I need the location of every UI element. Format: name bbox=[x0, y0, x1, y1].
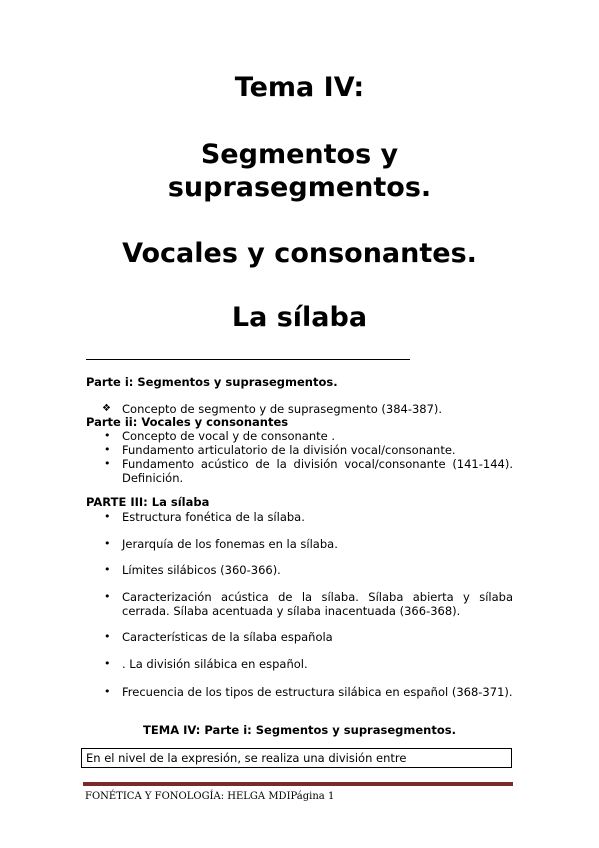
part-1-item-1: Concepto de segmento y de suprasegmento (384-387). bbox=[122, 402, 443, 416]
part-3-item-4: Caracterización acústica de la sílaba. Sílaba abierta y sílaba cerrada. Sílaba acentuada y sílaba inacentuada (366-368). bbox=[122, 590, 513, 618]
part-2-item-3: Fundamento acústico de la división vocal/consonante (141-144). Definición. bbox=[122, 457, 513, 485]
page-footer: FONÉTICA Y FONOLOGÍA: HELGA MDIPágina 1 bbox=[85, 791, 335, 802]
diamond-bullet-icon: ❖ bbox=[102, 403, 111, 414]
bullet-icon: • bbox=[104, 443, 111, 456]
bullet-icon: • bbox=[104, 630, 111, 643]
bullet-icon: • bbox=[104, 537, 111, 550]
part-2-heading: Parte ii: Vocales y consonantes bbox=[86, 415, 289, 429]
part-2-item-2: Fundamento articulatorio de la división vocal/consonante. bbox=[122, 443, 456, 457]
bullet-icon: • bbox=[104, 685, 111, 698]
part-3-item-6: . La división silábica en español. bbox=[122, 657, 308, 671]
text-box-content: En el nivel de la expresión, se realiza una división entre bbox=[86, 751, 407, 765]
title-line-2: Segmentos y bbox=[200, 139, 399, 170]
part-3-item-2: Jerarquía de los fonemas en la sílaba. bbox=[122, 537, 338, 551]
title-line-4: Vocales y consonantes. bbox=[122, 238, 477, 269]
bullet-icon: • bbox=[104, 657, 111, 670]
bullet-icon: • bbox=[104, 429, 111, 442]
part-3-item-1: Estructura fonética de la sílaba. bbox=[122, 510, 305, 524]
part-3-heading: PARTE III: La sílaba bbox=[86, 495, 210, 509]
part-2-item-1: Concepto de vocal y de consonante . bbox=[122, 429, 336, 443]
horizontal-rule bbox=[86, 359, 410, 360]
bullet-icon: • bbox=[104, 457, 111, 470]
bullet-icon: • bbox=[104, 563, 111, 576]
part-3-item-5: Características de la sílaba española bbox=[122, 630, 333, 644]
bullet-icon: • bbox=[104, 510, 111, 523]
title-line-3: suprasegmentos. bbox=[167, 172, 432, 203]
title-line-1: Tema IV: bbox=[234, 72, 365, 103]
title-line-5: La sílaba bbox=[231, 302, 368, 333]
part-1-heading: Parte i: Segmentos y suprasegmentos. bbox=[86, 375, 338, 389]
text-box bbox=[81, 748, 512, 768]
section-title: TEMA IV: Parte i: Segmentos y suprasegmentos. bbox=[143, 723, 456, 737]
part-3-item-3: Límites silábicos (360-366). bbox=[122, 563, 281, 577]
bullet-icon: • bbox=[104, 590, 111, 603]
footer-rule bbox=[83, 782, 513, 786]
part-3-item-7: Frecuencia de los tipos de estructura silábica en español (368-371). bbox=[122, 685, 513, 699]
